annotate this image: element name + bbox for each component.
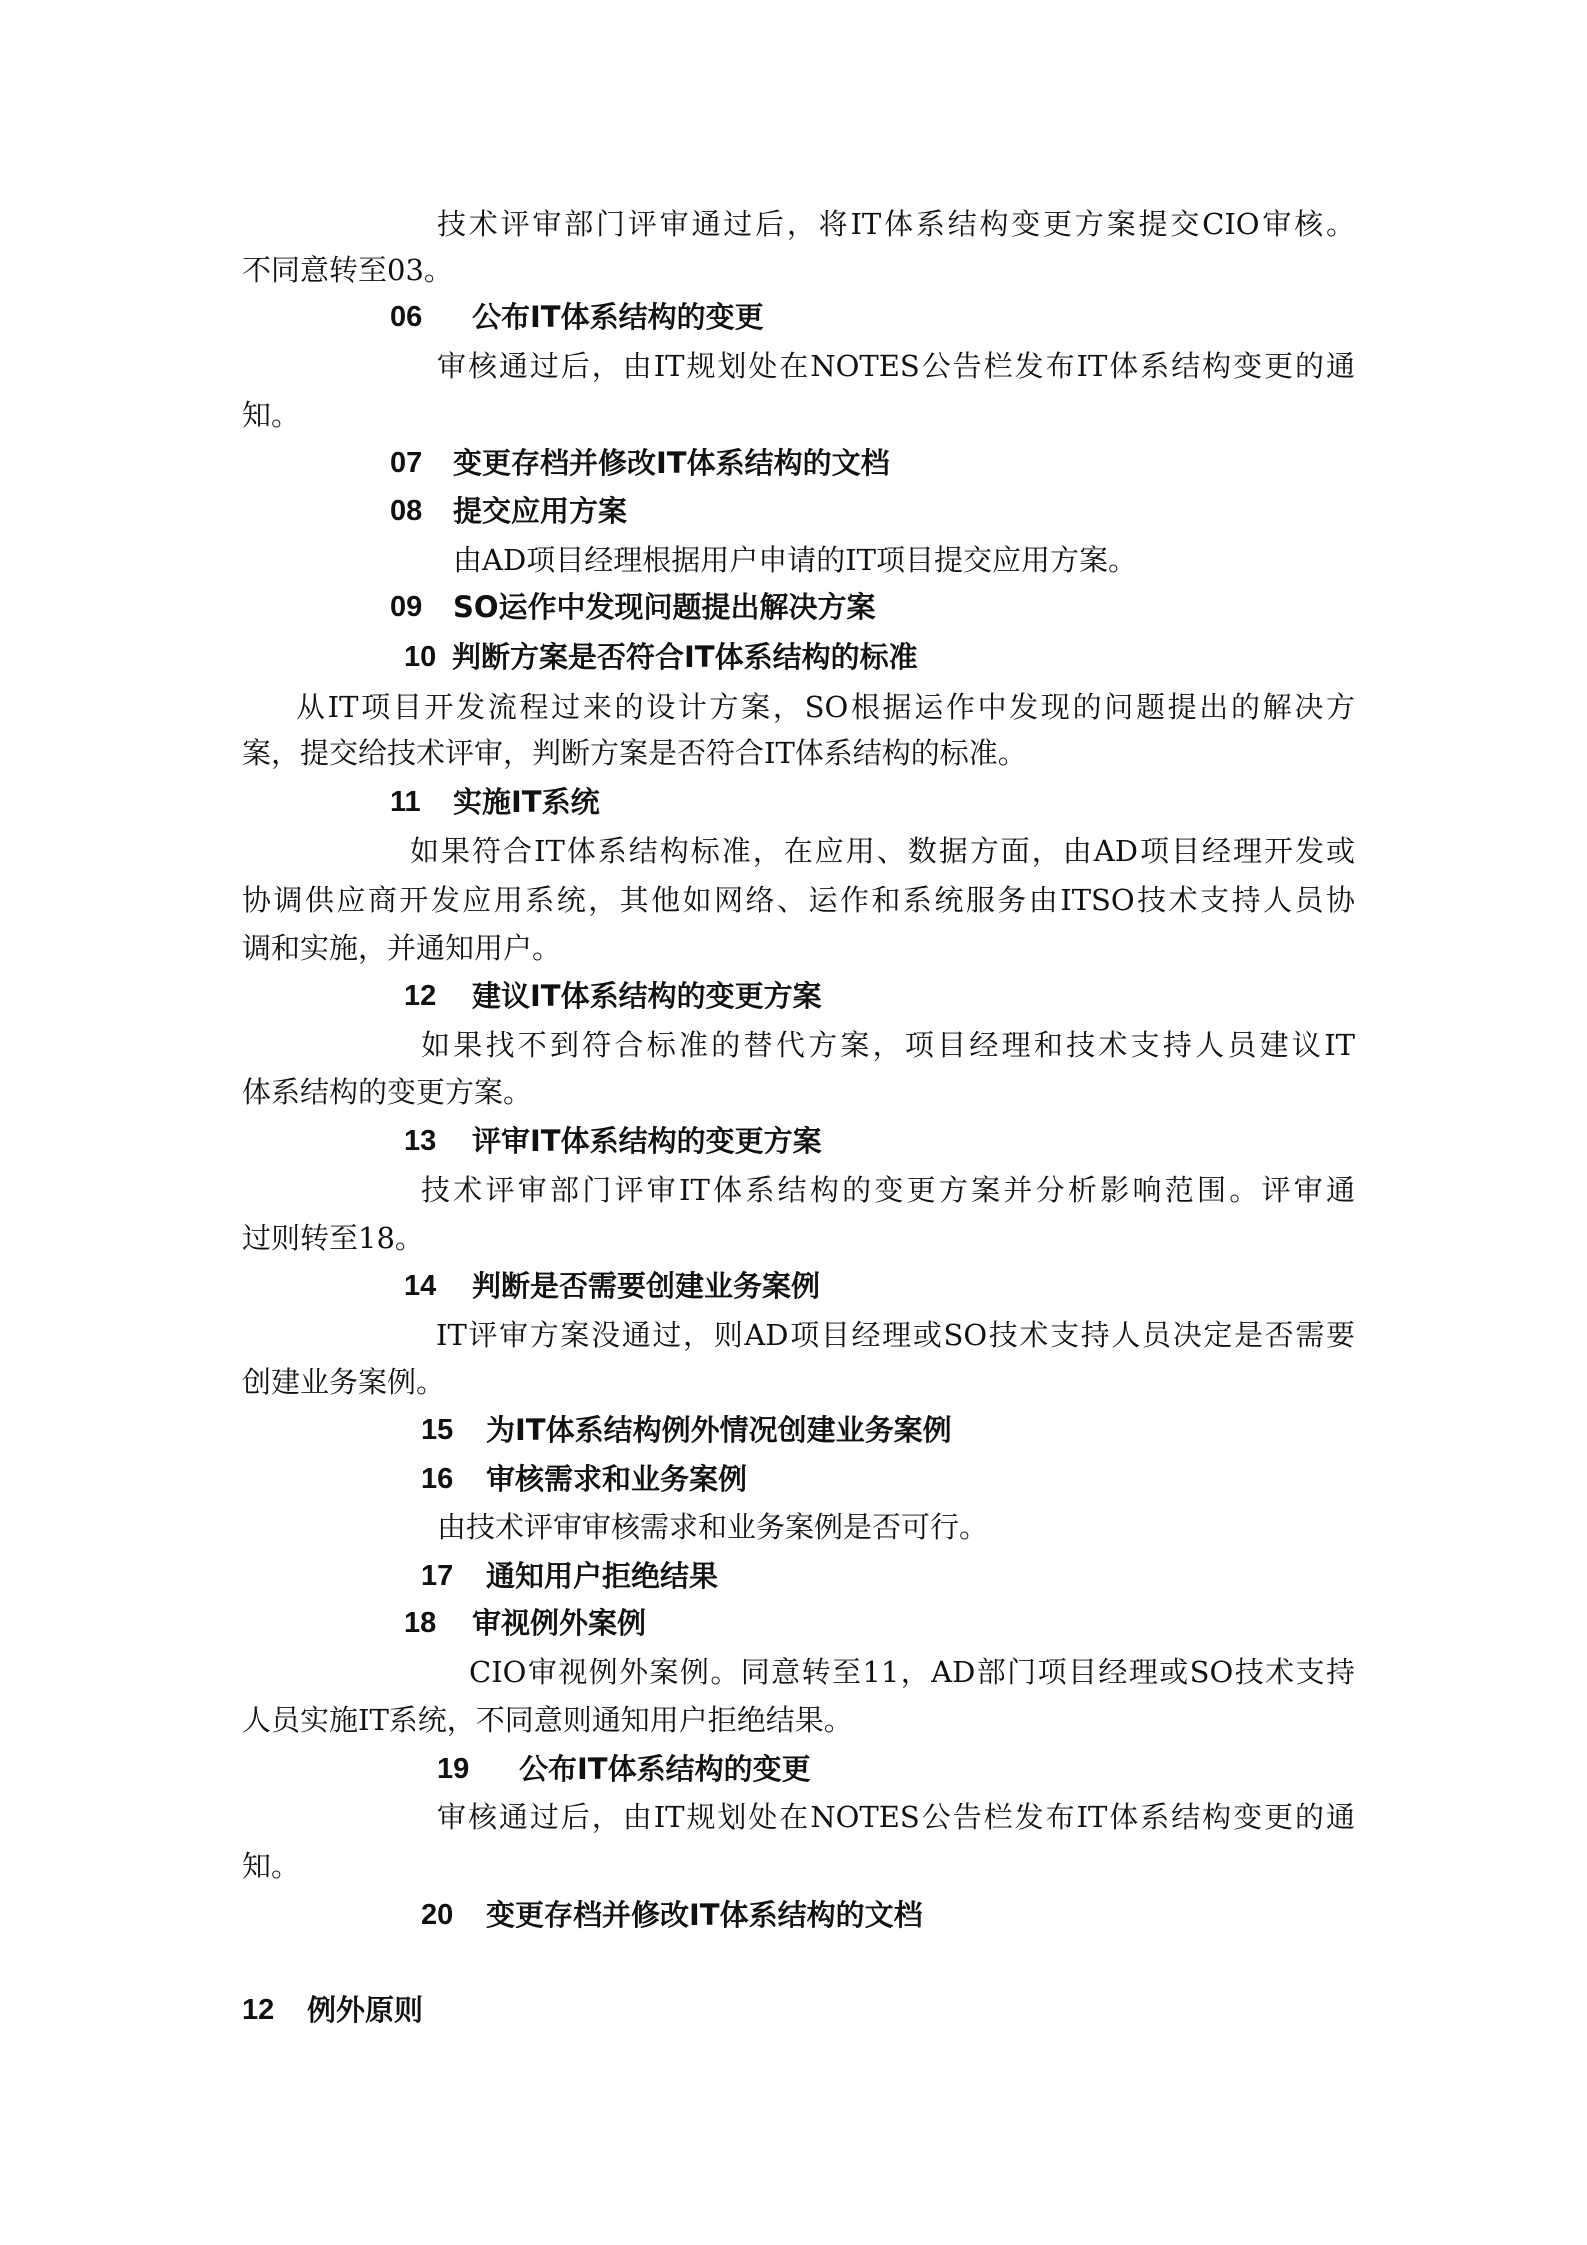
- section-heading: 判断方案是否符合IT体系结构的标准: [452, 640, 918, 674]
- paragraph-line: 体系结构的变更方案。: [242, 1075, 533, 1109]
- paragraph-line: 调和实施，并通知用户。: [242, 931, 562, 965]
- paragraph-line: 审核通过后，由IT规划处在NOTES公告栏发布IT体系结构变更的通: [437, 349, 1355, 383]
- paragraph-line: 由技术评审审核需求和业务案例是否可行。: [437, 1510, 989, 1544]
- section-heading: 例外原则: [307, 1993, 424, 2027]
- section-number: 12: [404, 980, 437, 1012]
- paragraph-line: 过则转至18。: [242, 1221, 424, 1255]
- paragraph-line: 审核通过后，由IT规划处在NOTES公告栏发布IT体系结构变更的通: [437, 1800, 1355, 1834]
- section-number: 17: [421, 1560, 454, 1592]
- section-heading: 公布IT体系结构的变更: [472, 300, 764, 334]
- section-heading: SO运作中发现问题提出解决方案: [453, 590, 876, 624]
- section-heading: 审视例外案例: [472, 1606, 647, 1640]
- section-heading: 公布IT体系结构的变更: [519, 1752, 811, 1786]
- section-number: 14: [404, 1270, 437, 1302]
- section-heading: 建议IT体系结构的变更方案: [472, 979, 822, 1013]
- section-heading: 判断是否需要创建业务案例: [472, 1269, 821, 1303]
- section-heading: 提交应用方案: [453, 494, 628, 528]
- section-heading: 变更存档并修改IT体系结构的文档: [486, 1898, 923, 1932]
- paragraph-line: 如果找不到符合标准的替代方案，项目经理和技术支持人员建议IT: [421, 1028, 1355, 1062]
- section-number: 18: [404, 1607, 437, 1639]
- section-number: 19: [437, 1753, 470, 1785]
- paragraph-line: 案，提交给技术评审，判断方案是否符合IT体系结构的标准。: [242, 736, 1027, 770]
- section-number: 12: [242, 1994, 275, 2026]
- paragraph-line: 知。: [242, 398, 301, 432]
- paragraph-line: 由AD项目经理根据用户申请的IT项目提交应用方案。: [453, 543, 1137, 577]
- section-heading: 评审IT体系结构的变更方案: [472, 1124, 822, 1158]
- section-heading: 实施IT系统: [453, 785, 600, 819]
- section-number: 20: [421, 1899, 454, 1931]
- paragraph-line: 技术评审部门评审通过后，将IT体系结构变更方案提交CIO审核。: [437, 207, 1355, 241]
- section-number: 10: [404, 641, 437, 673]
- paragraph-line: IT评审方案没通过，则AD项目经理或SO技术支持人员决定是否需要: [436, 1318, 1355, 1352]
- paragraph-line: 创建业务案例。: [242, 1365, 446, 1399]
- paragraph-line: 技术评审部门评审IT体系结构的变更方案并分析影响范围。评审通: [421, 1173, 1355, 1207]
- paragraph-line: 不同意转至03。: [242, 253, 453, 287]
- paragraph-line: 知。: [242, 1849, 301, 1883]
- paragraph-line: 如果符合IT体系结构标准，在应用、数据方面，由AD项目经理开发或: [410, 834, 1355, 868]
- paragraph-line: CIO审视例外案例。同意转至11，AD部门项目经理或SO技术支持: [469, 1655, 1355, 1689]
- section-heading: 变更存档并修改IT体系结构的文档: [453, 446, 890, 480]
- section-heading: 审核需求和业务案例: [486, 1462, 748, 1496]
- section-number: 07: [390, 447, 423, 479]
- section-number: 15: [421, 1414, 454, 1446]
- paragraph-line: 人员实施IT系统，不同意则通知用户拒绝结果。: [242, 1703, 853, 1737]
- section-number: 09: [390, 591, 423, 623]
- section-number: 13: [404, 1125, 437, 1157]
- section-number: 11: [390, 786, 421, 818]
- section-number: 08: [390, 495, 423, 527]
- section-number: 06: [390, 301, 423, 333]
- section-heading: 为IT体系结构例外情况创建业务案例: [486, 1413, 952, 1447]
- paragraph-line: 从IT项目开发流程过来的设计方案，SO根据运作中发现的问题提出的解决方: [296, 690, 1355, 724]
- paragraph-line: 协调供应商开发应用系统，其他如网络、运作和系统服务由ITSO技术支持人员协: [242, 883, 1355, 917]
- section-number: 16: [421, 1463, 454, 1495]
- section-heading: 通知用户拒绝结果: [486, 1559, 719, 1593]
